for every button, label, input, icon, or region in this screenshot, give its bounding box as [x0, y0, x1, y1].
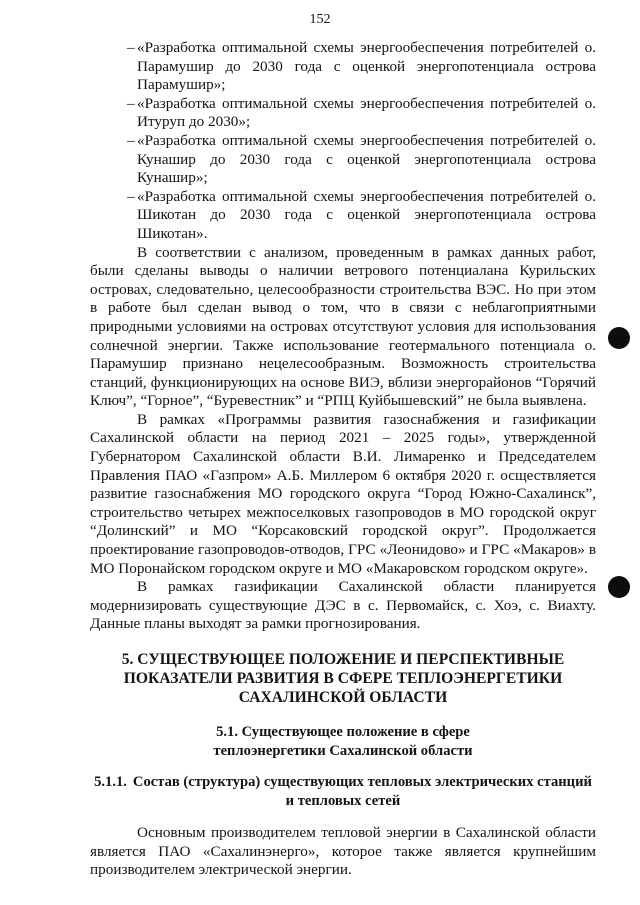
list-dash: – [127, 131, 135, 149]
list-dash: – [127, 39, 135, 56]
list-item-text: «Разработка оптимальной схемы энергообеспечения потребителей о. Итуруп до 2030»; [137, 94, 596, 131]
report-list [90, 39, 596, 244]
paragraph-des-modernization: В рамках газификации Сахалинской области планируется модернизировать существующие ДЭС в с. Первомайск, с. Хоэ, с. Виахту. Данные планы выходят за рамки прогнозирования. [90, 578, 596, 633]
list-item [90, 132, 596, 188]
list-item [90, 188, 596, 244]
section-5-1-heading: 5.1. Существующее положение в сфере теплоэнергетики Сахалинской области [213, 724, 473, 759]
paragraph-gasification-program: В рамках «Программы развития газоснабжения и газификации Сахалинской области на период 2021 – 2025 годы», утвержденной Губернатором Сахалинской области В.И. Лимаренко и Председателем Правления ПАО «Газпром» А.Б. Миллером 6 октября 2020 г. осществляется развитие газоснабжения МО городского округа “Город Южно-Сахалинск”, строительство четырех межпоселковых газопроводов в МО городской округ “Долинский” и МО “Корсаковский городской округ”. Продолжается проектирование газопроводов-отводов, ГРС «Леонидово» и ГРС «Макаров» в МО Поронайском городском округе и МО «Макаровском городском округе». [90, 410, 596, 577]
document-body [90, 39, 596, 880]
list-dash: – [127, 187, 135, 205]
page-number: 152 [309, 12, 331, 27]
binder-hole-mark [608, 576, 630, 598]
paragraph-renewables-conclusion: В соответствии с анализом, проведенным в рамках данных работ, были сделаны выводы о наличии ветрового потенциалана Курильских островах, следовательно, целесообразности строительства ВЭС. Но при этом в работе был сделан вывод о том, что в связи с неблагоприятными природными условиями на островах отсутствуют условия для использования солнечной энергии. Также использование геотермального потенциала о. Парамушир признано нецелесообразным. Возможность строительства станций, функционирующих на основе ВИЭ, вблизи энергорайонов “Горячий Ключ”, “Горное”, “Буревестник” и “РПЦ Куйбышевский” не была выявлена. [90, 243, 596, 410]
list-item-text: «Разработка оптимальной схемы энергообеспечения потребителей о. Кунашир до 2030 года с оценкой энергопотенциала острова Кунашир»; [137, 131, 596, 187]
list-dash: – [127, 94, 135, 112]
section-5-1-1-title: Состав (структура) существующих тепловых электрических станций и тепловых сетей [132, 774, 592, 809]
list-item [90, 95, 596, 132]
list-item-text: «Разработка оптимальной схемы энергообеспечения потребителей о. Парамушир до 2030 года с оценкой энергопотенциала острова Парамушир»; [137, 39, 596, 94]
section-5-heading: 5. СУЩЕСТВУЮЩЕЕ ПОЛОЖЕНИЕ И ПЕРСПЕКТИВНЫЕ ПОКАЗАТЕЛИ РАЗВИТИЯ В СФЕРЕ ТЕПЛОЭНЕРГЕТИКИ САХАЛИНСКОЙ ОБЛАСТИ [121, 651, 565, 706]
section-5-1-1-heading [90, 773, 596, 810]
binder-hole-mark [608, 327, 630, 349]
section-5-1-1-number: 5.1.1. [94, 774, 127, 790]
paragraph-main-heat-producer: Основным производителем тепловой энергии в Сахалинской области является ПАО «Сахалинэнерго», которое также является крупнейшим производителем электрической энергии. [90, 824, 596, 879]
list-item [90, 39, 596, 95]
list-item-text: «Разработка оптимальной схемы энергообеспечения потребителей о. Шикотан до 2030 года с оценкой энергопотенциала острова Шикотан». [137, 187, 596, 242]
